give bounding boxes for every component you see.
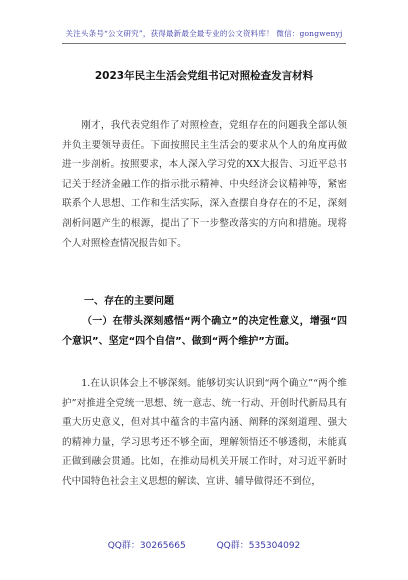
intro-paragraph: 刚才，我代表党组作了对照检查，党组存在的问题我全部认领并负主要领导责任。下面按照民主生活会的要求从个人的角度再做进一步剖析。按照要求，本人深入学习党的XX大报告、习近平总书记关于经济金融工作的指示批示精神、中央经济会议精神等，紧密联系个人思想、工作和生活实际，深入查摆自身存在的不足，深刻剖析问题产生的根源，提出了下一步整改落实的方向和措施。现将个人对照检查情况报告如下。 [62, 120, 347, 249]
header-banner: 关注头条号“公文研究”，获得最新最全最专业的公文资料库！ 微信：gongwenyj [65, 29, 343, 38]
document-title: 2023年民主生活会党组书记对照检查发言材料 [94, 70, 314, 82]
footer [0, 538, 408, 551]
point-paragraph: 1.在认识体会上不够深刻。能够切实认识到“两个确立”“两个维护”对推进全党统一思想、统一意志、统一行动、开创时代新局具有重大历史意义，但对其中蕴含的丰富内涵、阐释的深刻道理、强大的精神力量，学习思考还不够全面，理解领悟还不够透彻，未能真正做到融会贯通。比如，在推动局机关开展工作时，对习近平新时代中国特色社会主义思想的解读、宣讲、辅导做得还不到位， [62, 378, 347, 487]
header-divider [62, 43, 346, 44]
subsection-heading: （一）在带头深刻感悟“两个确立”的决定性意义，增强“四个意识”、坚定“四个自信”、做到“两个维护”方面。 [62, 316, 347, 347]
footer-qq-group-1: QQ群：30265665 [107, 541, 186, 551]
section-heading: 一、存在的主要问题 [84, 296, 174, 307]
footer-qq-group-2: QQ群：535304092 [216, 541, 301, 551]
